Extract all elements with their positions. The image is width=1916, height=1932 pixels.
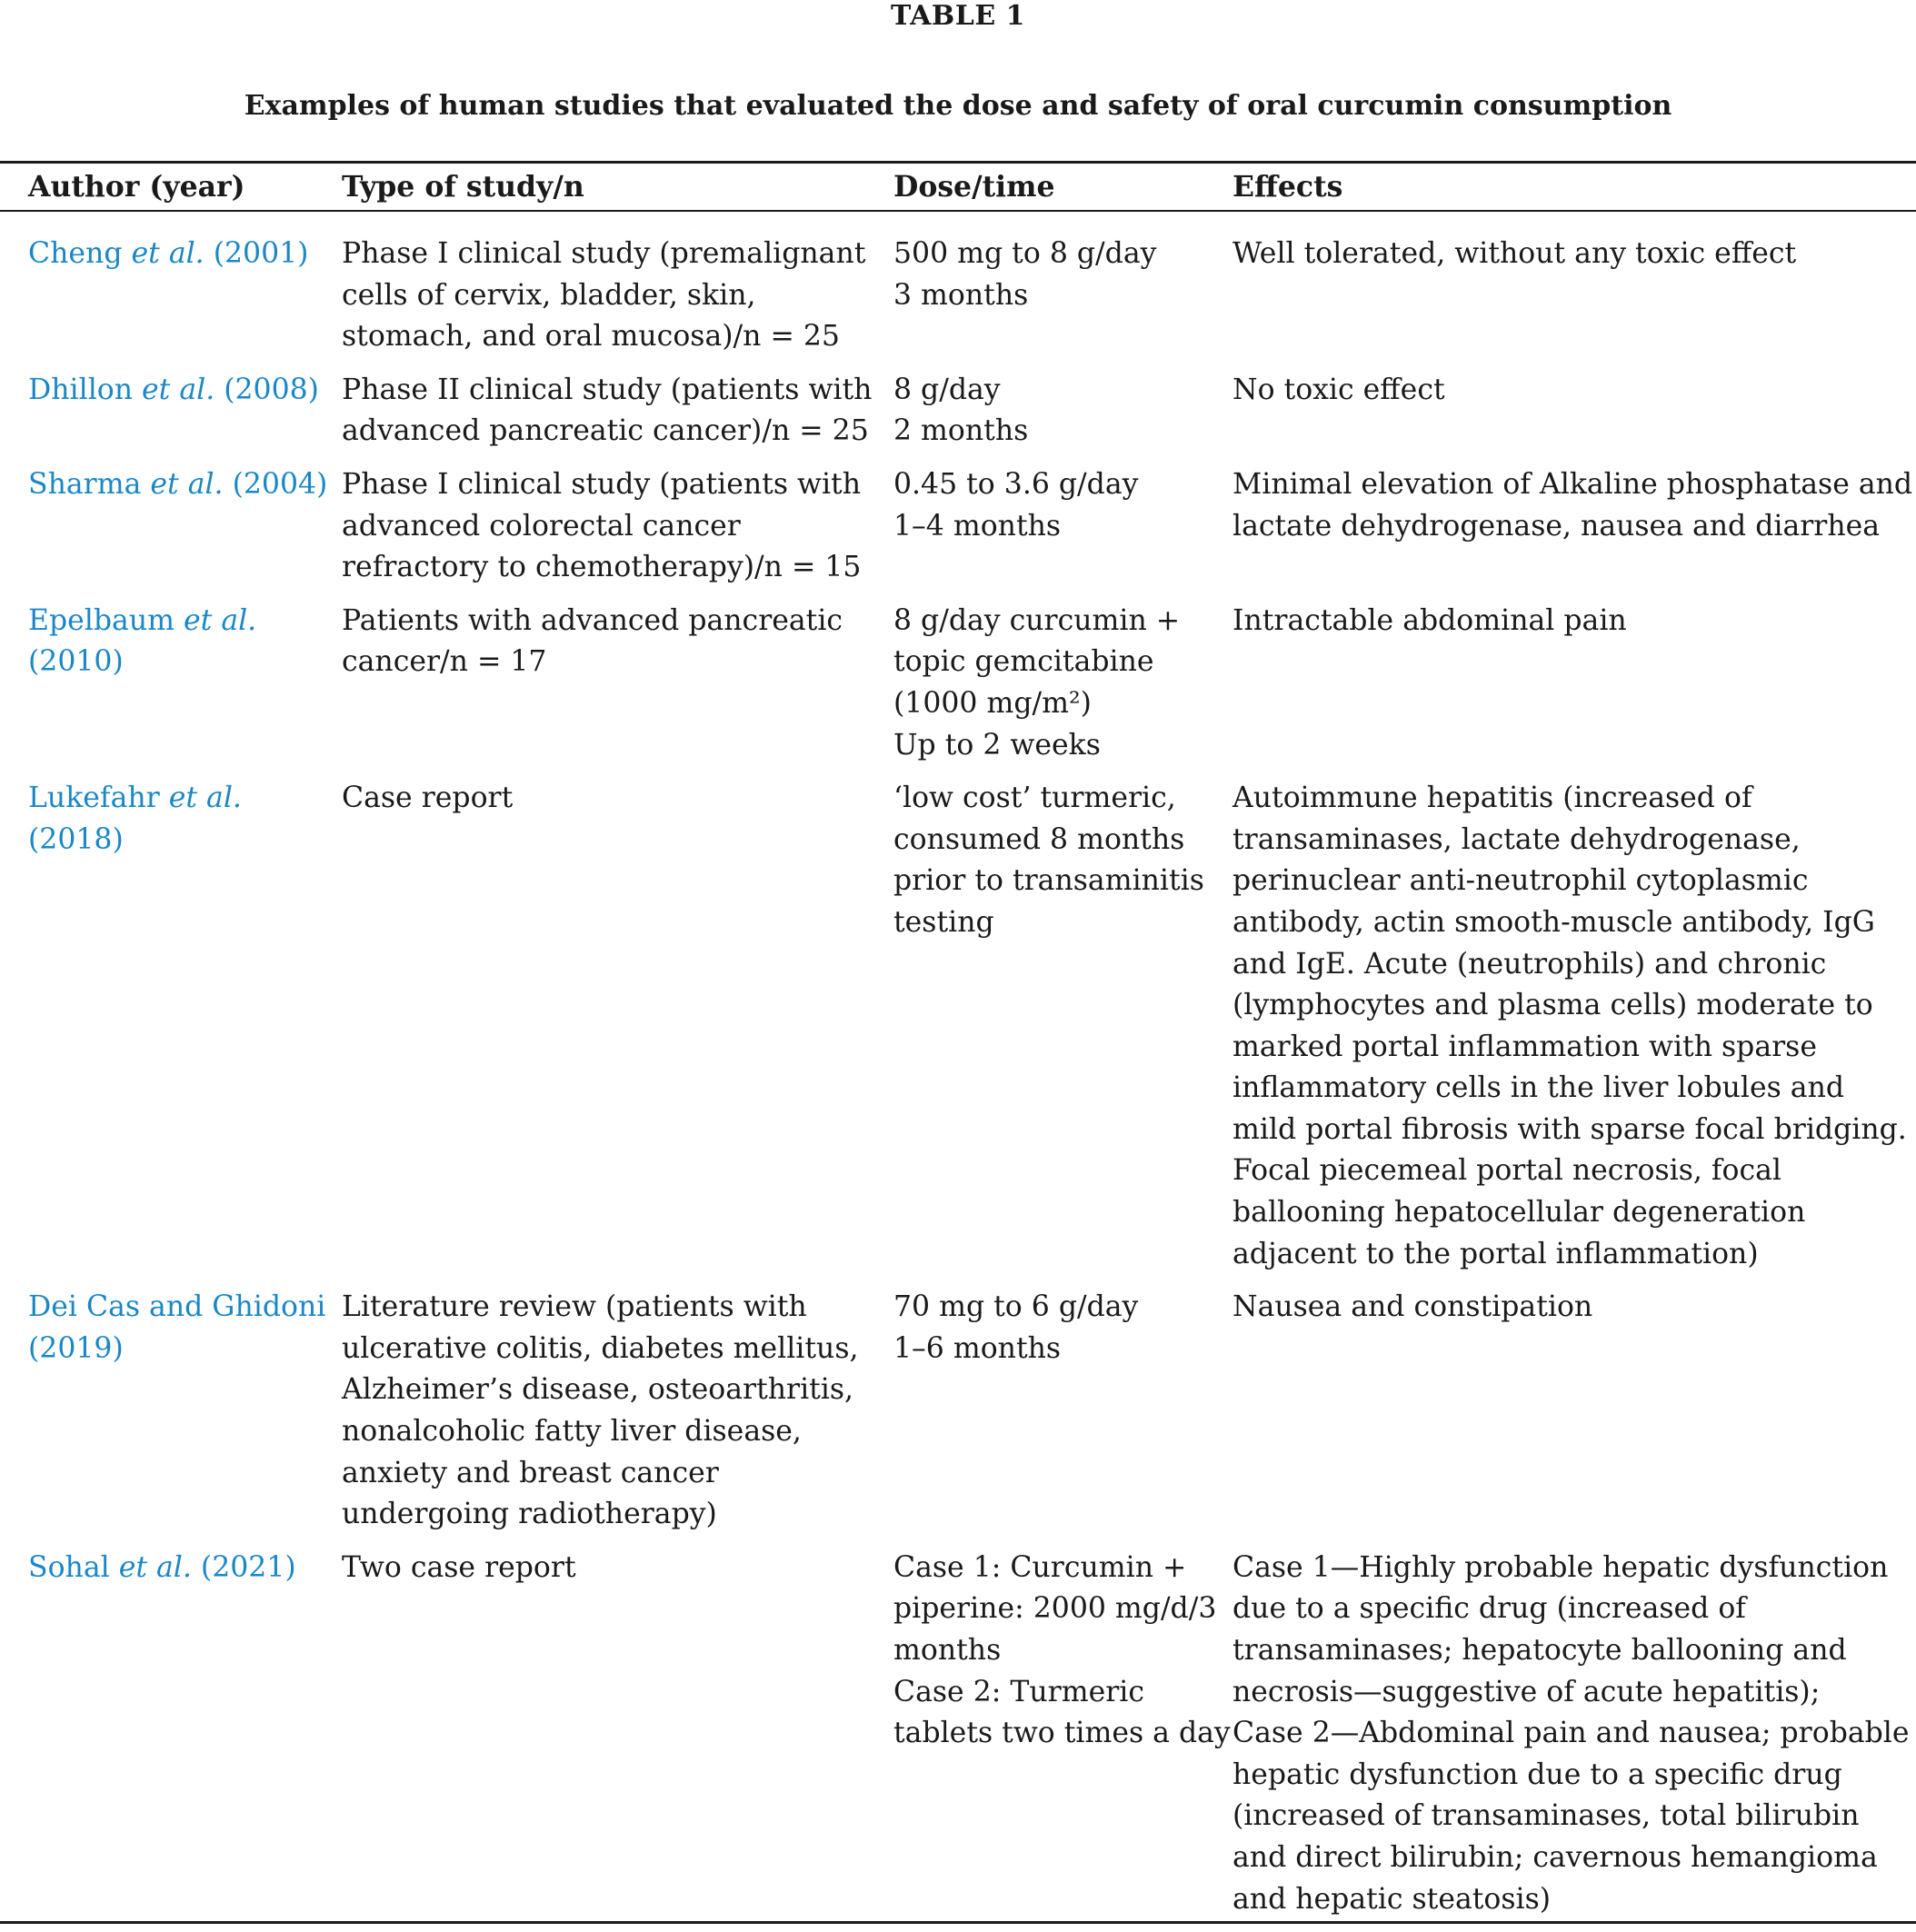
cell-author xyxy=(0,1548,342,1932)
effects-line: Autoimmune hepatitis (increased of transaminases, lactate dehydrogenase, perinuclear anti-neutrophil cytoplasmic antibody, actin smooth-muscle antibody, IgG and IgE. Acute (neutrophils) and chronic (lymphocytes and plasma cells) moderate to marked portal inflammation with sparse inflammatory cells in the liver lobules and mild portal fibrosis with sparse focal bridging. Focal piecemeal portal necrosis, focal ballooning hepatocellular degeneration adjacent to the portal inflammation) xyxy=(1232,782,1907,1270)
dose-line: 0.45 to 3.6 g/day xyxy=(893,467,1139,501)
author-citation-link[interactable] xyxy=(28,604,256,679)
author-etal: et al. xyxy=(118,1550,192,1584)
author-citation-link[interactable] xyxy=(28,1551,296,1584)
cell-study-type: Patients with advanced pancreatic cancer/n = 17 xyxy=(342,603,843,679)
author-name: Lukefahr xyxy=(28,782,169,815)
cell-effects xyxy=(1232,210,1916,370)
cell-author xyxy=(0,210,342,370)
cell-author xyxy=(0,778,342,1287)
cell-study-type: Two case report xyxy=(342,1550,576,1584)
cell-dose xyxy=(893,1548,1232,1932)
effects-line: No toxic effect xyxy=(1232,373,1445,406)
cell-effects xyxy=(1232,778,1916,1287)
table-row xyxy=(0,601,1916,778)
author-citation-link[interactable] xyxy=(28,1290,325,1365)
author-name: Dhillon xyxy=(28,373,143,406)
cell-dose xyxy=(893,210,1232,370)
effects-line: Case 2—Abdominal pain and nausea; probable hepatic dysfunction due to a specific drug (increased of transaminases, total bilirubin and direct bilirubin; cavernous hemangioma and hepatic steatosis) xyxy=(1232,1717,1910,1916)
cell-author xyxy=(0,464,342,601)
dose-line: 500 mg to 8 g/day xyxy=(893,237,1157,270)
cell-dose xyxy=(893,1287,1232,1548)
cell-effects xyxy=(1232,464,1916,601)
author-year: (2010) xyxy=(28,645,124,679)
author-year: (2019) xyxy=(28,1331,124,1365)
author-citation-link[interactable] xyxy=(28,237,308,270)
author-citation-link[interactable] xyxy=(28,373,319,406)
author-etal: et al. xyxy=(131,237,205,270)
effects-line: Minimal elevation of Alkaline phosphatase and lactate dehydrogenase, nausea and diarrhea xyxy=(1232,467,1913,543)
cell-effects xyxy=(1232,1287,1916,1548)
effects-line: Intractable abdominal pain xyxy=(1232,603,1627,637)
dose-line: 70 mg to 6 g/day xyxy=(893,1290,1139,1324)
author-year: (2018) xyxy=(28,822,124,856)
dose-line: ‘low cost’ turmeric, consumed 8 months prior to transaminitis testing xyxy=(893,782,1204,939)
table-caption: Examples of human studies that evaluated the dose and safety of oral curcumin consumption xyxy=(244,90,1672,122)
cell-effects xyxy=(1232,1548,1916,1932)
author-year: (2021) xyxy=(191,1550,296,1584)
author-etal: et al. xyxy=(168,782,242,815)
dose-line: 3 months xyxy=(893,278,1029,312)
author-citation-link[interactable] xyxy=(28,782,242,856)
cell-author xyxy=(0,370,342,464)
table-row xyxy=(0,1548,1916,1932)
dose-line: 8 g/day curcumin + topic gemcitabine (1000 mg/m²) xyxy=(893,603,1181,720)
cell-dose xyxy=(893,601,1232,778)
author-name: Sohal xyxy=(28,1550,119,1584)
header-effects: Effects xyxy=(1232,170,1343,204)
effects-line: Case 1—Highly probable hepatic dysfunction due to a specific drug (increased of transaminases; hepatocyte ballooning and necrosis—suggestive of acute hepatitis); xyxy=(1232,1550,1889,1708)
author-year: (2001) xyxy=(204,237,309,270)
dose-line: 1–4 months xyxy=(893,509,1062,543)
cell-dose xyxy=(893,778,1232,1287)
cell-author xyxy=(0,601,342,778)
cell-study-type: Phase I clinical study (premalignant cells of cervix, bladder, skin, stomach, and oral mucosa)/n = 25 xyxy=(342,237,866,354)
header-dose: Dose/time xyxy=(893,170,1055,204)
cell-study-type: Phase I clinical study (patients with advanced colorectal cancer refractory to chemotherapy)/n = 15 xyxy=(342,467,862,584)
dose-line: Up to 2 weeks xyxy=(893,728,1101,762)
effects-line: Nausea and constipation xyxy=(1232,1290,1593,1324)
table-row xyxy=(0,778,1916,1287)
cell-author xyxy=(0,1287,342,1548)
dose-line: 2 months xyxy=(893,414,1029,448)
table-header-row xyxy=(0,164,1916,210)
author-etal: et al. xyxy=(150,467,224,501)
table-row xyxy=(0,464,1916,601)
author-citation-link[interactable] xyxy=(28,468,327,501)
cell-dose xyxy=(893,370,1232,464)
cell-effects xyxy=(1232,370,1916,464)
cell-effects xyxy=(1232,601,1916,778)
studies-table xyxy=(0,164,1916,1932)
author-year: (2008) xyxy=(215,373,319,406)
dose-line: 1–6 months xyxy=(893,1331,1062,1365)
author-name: Dei Cas and Ghidoni xyxy=(28,1290,326,1324)
author-etal: et al. xyxy=(184,603,257,637)
dose-line: 8 g/day xyxy=(893,373,1001,406)
table-label: TABLE 1 xyxy=(890,0,1026,32)
author-name: Cheng xyxy=(28,237,132,270)
author-etal: et al. xyxy=(142,373,215,406)
header-author: Author (year) xyxy=(28,170,245,204)
dose-line: Case 1: Curcumin + piperine: 2000 mg/d/3 months xyxy=(893,1550,1217,1667)
cell-study-type: Phase II clinical study (patients with advanced pancreatic cancer)/n = 25 xyxy=(342,373,873,448)
header-type: Type of study/n xyxy=(342,170,584,204)
table-row xyxy=(0,370,1916,464)
author-name: Epelbaum xyxy=(28,603,184,637)
cell-study-type: Literature review (patients with ulcerative colitis, diabetes mellitus, Alzheimer’s disease, osteoarthritis, nonalcoholic fatty liver disease, anxiety and breast cancer undergoing radiotherapy) xyxy=(342,1290,859,1531)
effects-line: Well tolerated, without any toxic effect xyxy=(1232,237,1797,270)
dose-line: Case 2: Turmeric tablets two times a day xyxy=(893,1675,1231,1750)
cell-study-type: Case report xyxy=(342,782,514,815)
table-row xyxy=(0,1287,1916,1548)
author-year: (2004) xyxy=(223,467,328,501)
cell-dose xyxy=(893,464,1232,601)
author-name: Sharma xyxy=(28,467,151,501)
table-row xyxy=(0,210,1916,370)
